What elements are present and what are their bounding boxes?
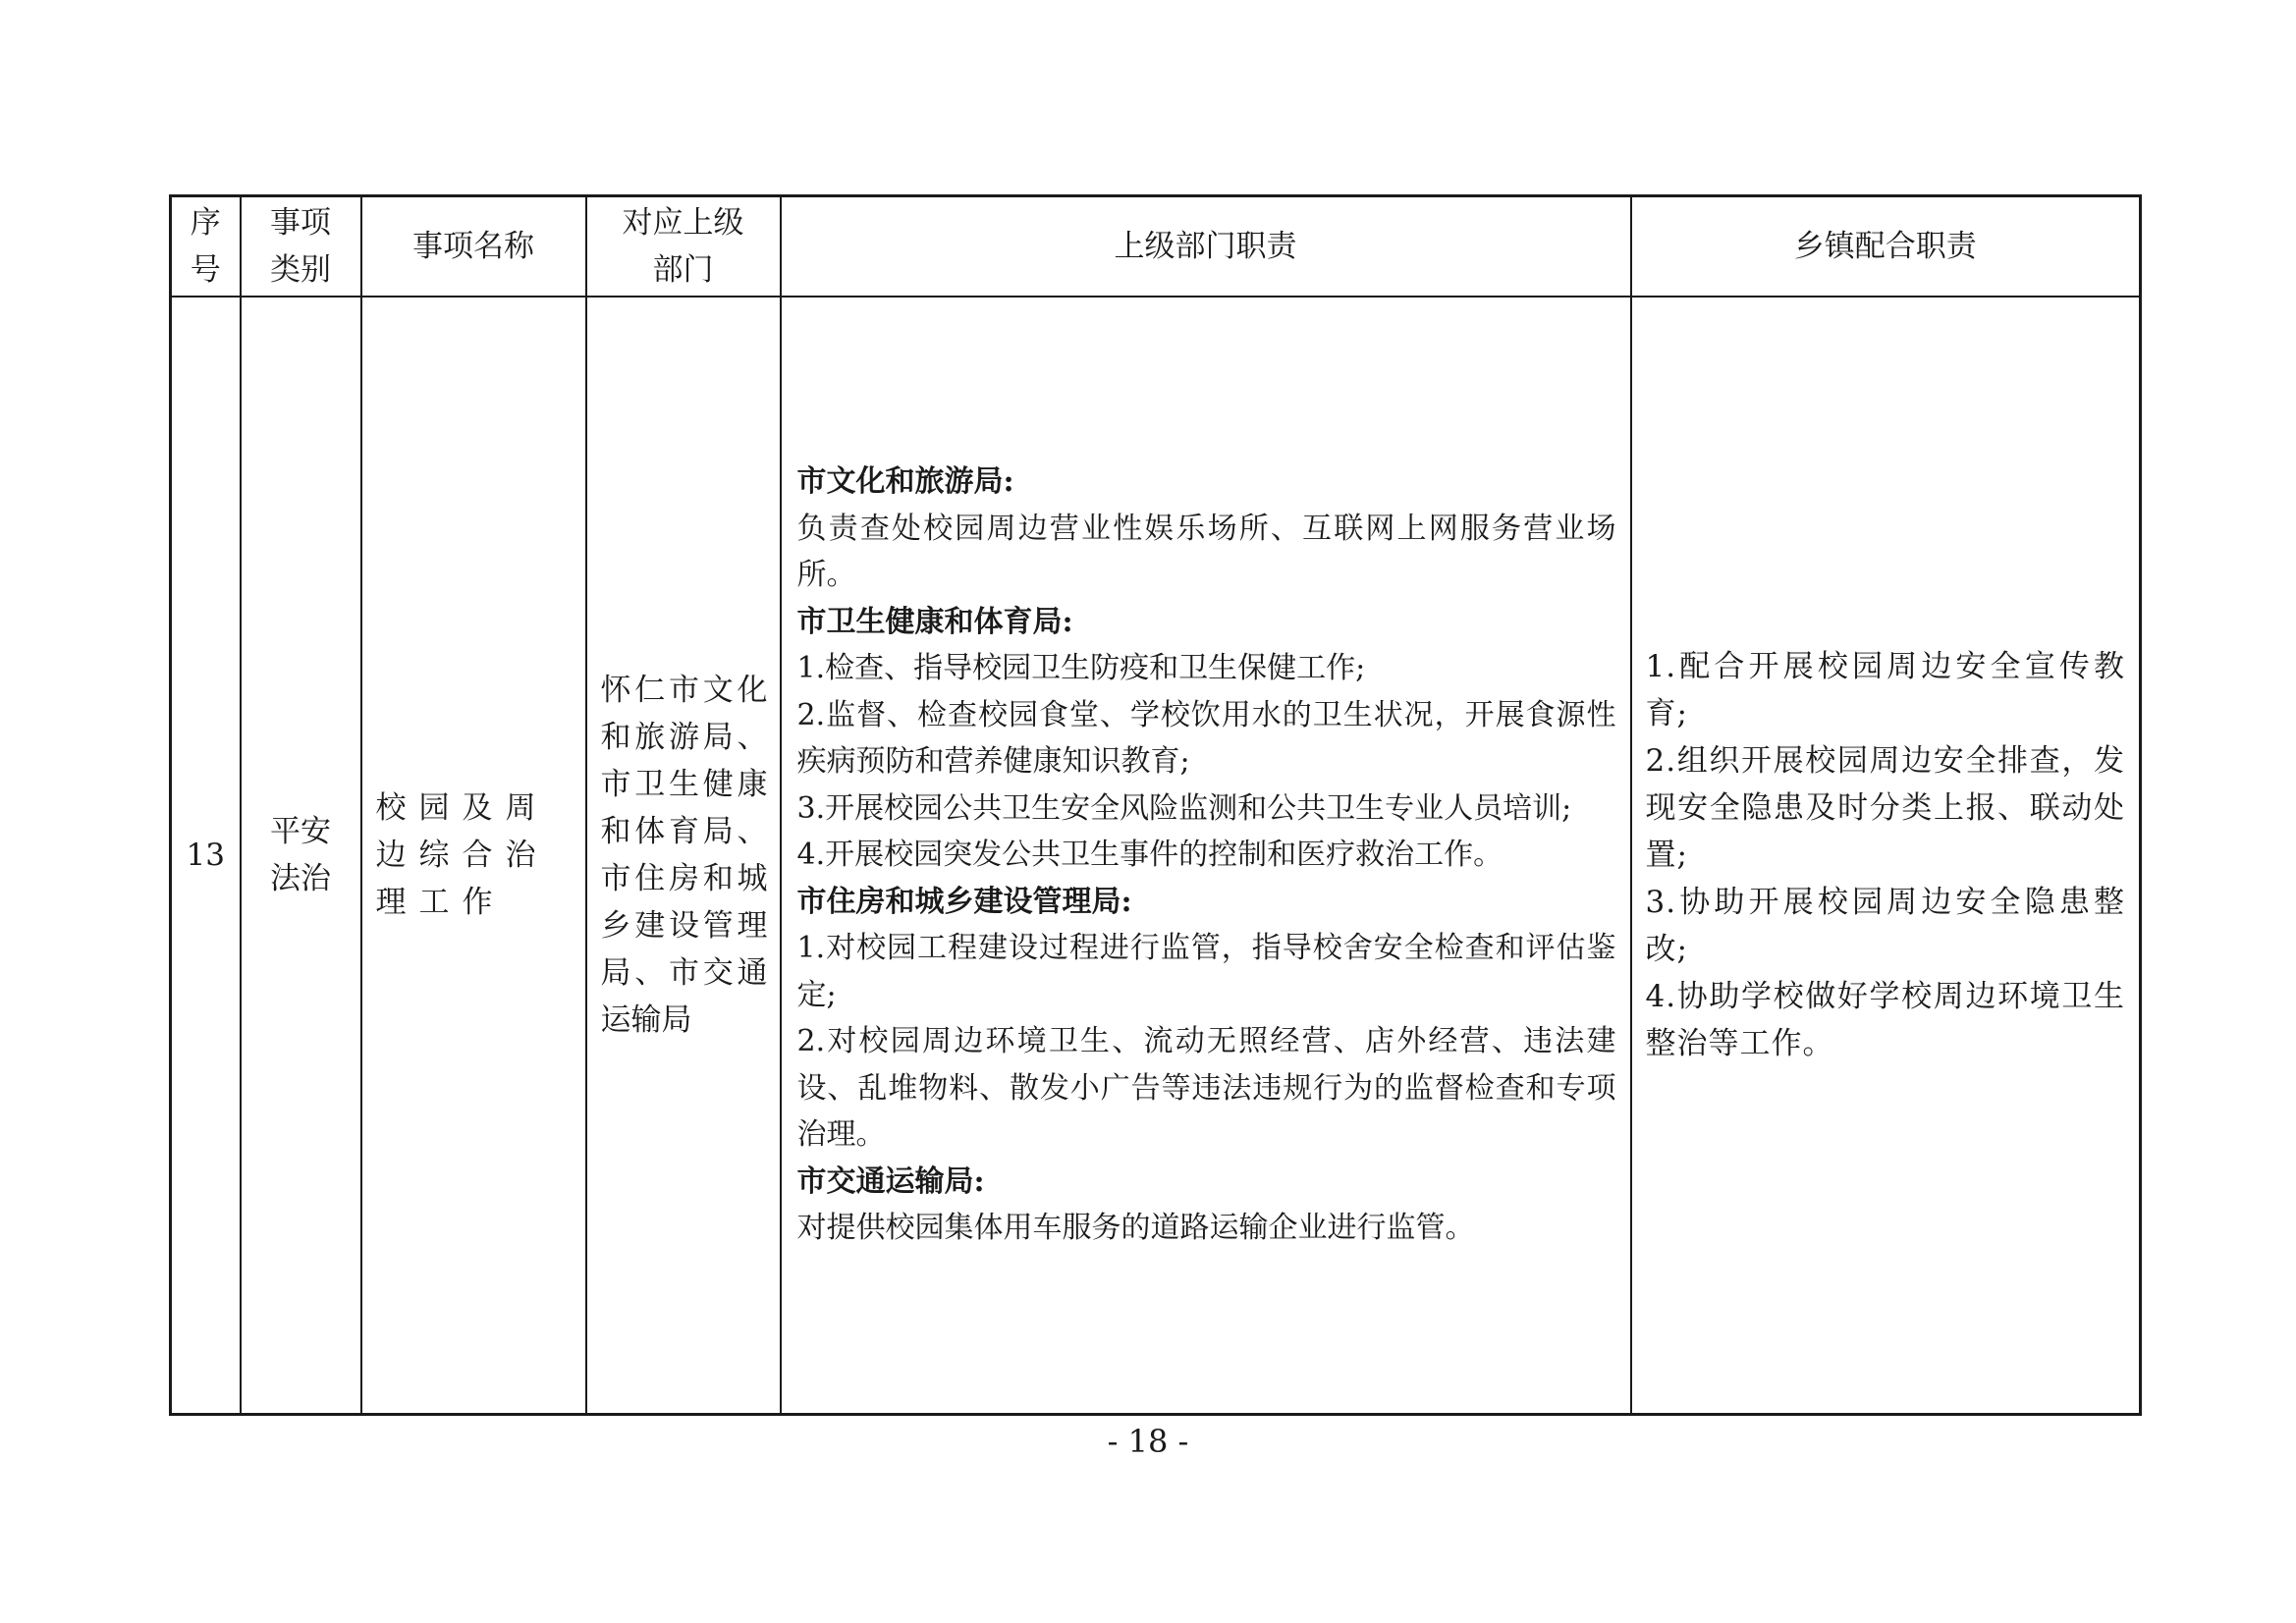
town-duty-item: 1.配合开展校园周边安全宣传教育; <box>1645 649 2125 731</box>
header-upper-dept: 对应上级 部门 <box>586 196 781 298</box>
duty-block-culture <box>797 459 1616 599</box>
header-seq: 序 号 <box>171 196 241 298</box>
header-item-name: 事项名称 <box>361 196 586 298</box>
duty-item: 3.开展校园公共卫生安全风险监测和公共卫生专业人员培训; <box>796 790 1572 826</box>
header-town-duty: 乡镇配合职责 <box>1631 196 2141 298</box>
org-heading: 市卫生健康和体育局: <box>796 604 1073 639</box>
table-header-row <box>171 196 2141 298</box>
table-row <box>171 297 2141 1415</box>
org-heading: 市住房和城乡建设管理局: <box>796 884 1132 919</box>
page-number: - 18 - <box>1107 1423 1189 1460</box>
duty-item: 4.开展校园突发公共卫生事件的控制和医疗救治工作。 <box>796 838 1503 873</box>
town-duty-item: 4.协助学校做好学校周边环境卫生整治等工作。 <box>1645 979 2125 1061</box>
cell-seq: 13 <box>171 297 241 1415</box>
cell-upper-duty <box>781 297 1631 1415</box>
duty-item: 2.对校园周边环境卫生、流动无照经营、店外经营、违法建设、乱堆物料、散发小广告等违法违规行为的监督检查和专项治理。 <box>796 1024 1616 1153</box>
header-category: 事项 类别 <box>241 196 361 298</box>
duty-item: 2.监督、检查校园食堂、学校饮用水的卫生状况，开展食源性疾病预防和营养健康知识教育; <box>796 697 1616 780</box>
cell-category: 平安 法治 <box>241 297 361 1415</box>
duty-block-transport <box>797 1159 1616 1252</box>
cell-town-duty <box>1631 297 2141 1415</box>
cell-upper-dept: 怀仁市文化和旅游局、市卫生健康和体育局、市住房和城乡建设管理局、市交通运输局 <box>586 297 781 1415</box>
cell-item-name: 校园及周边综合治理工作 <box>361 297 586 1415</box>
duty-block-health <box>797 599 1616 879</box>
header-upper-duty: 上级部门职责 <box>781 196 1631 298</box>
org-heading: 市文化和旅游局: <box>796 464 1014 500</box>
town-duty-item: 2.组织开展校园周边安全排查，发现安全隐患及时分类上报、联动处置; <box>1645 743 2125 873</box>
duty-item: 1.对校园工程建设过程进行监管，指导校舍安全检查和评估鉴定; <box>796 931 1616 1012</box>
town-duty-item: 3.协助开展校园周边安全隐患整改; <box>1645 885 2125 967</box>
org-heading: 市交通运输局: <box>796 1163 985 1199</box>
duty-table <box>169 194 2142 1416</box>
duty-item: 负责查处校园周边营业性娱乐场所、互联网上网服务营业场所。 <box>796 511 1616 593</box>
duty-block-housing <box>797 879 1616 1159</box>
duty-item: 1.检查、指导校园卫生防疫和卫生保健工作; <box>796 651 1366 686</box>
duty-item: 对提供校园集体用车服务的道路运输企业进行监管。 <box>796 1211 1475 1246</box>
